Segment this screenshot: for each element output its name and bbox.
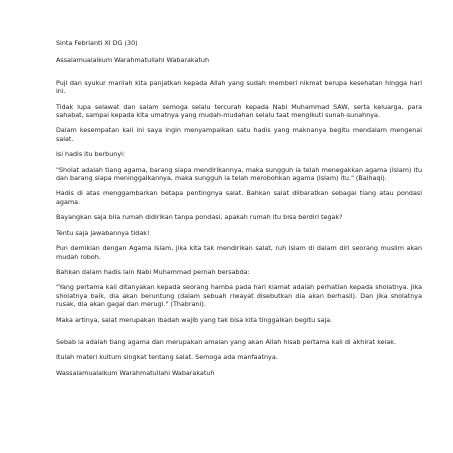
author-line: Sinta Febrianti XI DG (30)	[56, 39, 138, 47]
hadith-quote-2: "Yang pertama kali ditanyakan kepada seorang hamba pada hari kiamat adalah perhatian kepada sholatnya. Jika sholatnya baik, dia akan beruntung (dalam sebuah riwayat disebutkan dia akan berhasil). Dan jika sholatnya rusak, dia akan gagal dan merugi." (Thabrani).	[56, 283, 422, 309]
paragraph-14: Itulah materi kultum singkat tentang salat. Semoga ada manfaatnya.	[56, 353, 278, 362]
opening-salam: Assalamualaikum Warahmatullahi Wabarakatuh	[56, 56, 210, 65]
paragraph-4: Isi hadis itu berbunyi:	[56, 150, 126, 159]
hadith-quote-1: "Sholat adalah tiang agama, barang siapa mendirikannya, maka sungguh ia telah menegakkan agama (Islam) itu dan barang siapa meninggalkannya, maka sungguh ia telah merobohkan agama (Islam) itu." (Baihaqi).	[56, 165, 422, 183]
document-body	[56, 39, 422, 384]
paragraph-8: Tentu saja jawabannya tidak!	[56, 228, 150, 237]
paragraph-3: Dalam kesempatan kali ini saya ingin menyampaikan satu hadis yang maknanya begitu mendalam mengenai salat.	[56, 126, 422, 143]
closing-salam: Wassalamualaikum Warahmatullahi Wabarakatuh	[56, 368, 215, 377]
paragraph-2: Tidak lupa selawat dan salam semoga selalu tercurah kepada Nabi Muhammad SAW, serta keluarga, para sahabat, sampai kepada kita umatnya yang mudah-mudahan selalu taat mengikuti sunah-sunahnya.	[56, 102, 422, 120]
paragraph-6: Hadis di atas menggambarkan betapa pentingnya salat. Bahkan salat diibaratkan sebagai tiang atau pondasi agama.	[56, 189, 422, 206]
paragraph-1: Puji dan syukur marilah kita panjatkan kepada Allah yang sudah memberi nikmat berupa kesehatan hingga hari ini.	[56, 78, 422, 96]
paragraph-7: Bayangkan saja bila rumah didirikan tanpa pondasi, apakah rumah itu bisa berdiri tegak?	[56, 213, 343, 222]
paragraph-9: Pun demikian dengan Agama Islam, jika kita tak mendirikan salat, ruh Islam di dalam diri seorang muslim akan mudah roboh.	[56, 244, 422, 261]
paragraph-10: Bahkan dalam hadis lain Nabi Muhammad pernah bersabda:	[56, 267, 250, 276]
paragraph-13: Sebab ia adalah tiang agama dan merupakan amalan yang akan Allah hisab pertama kali di akhirat kelak.	[56, 337, 397, 346]
paragraph-12: Maka artinya, salat merupakan ibadah wajib yang tak bisa kita tinggalkan begitu saja.	[56, 315, 333, 324]
